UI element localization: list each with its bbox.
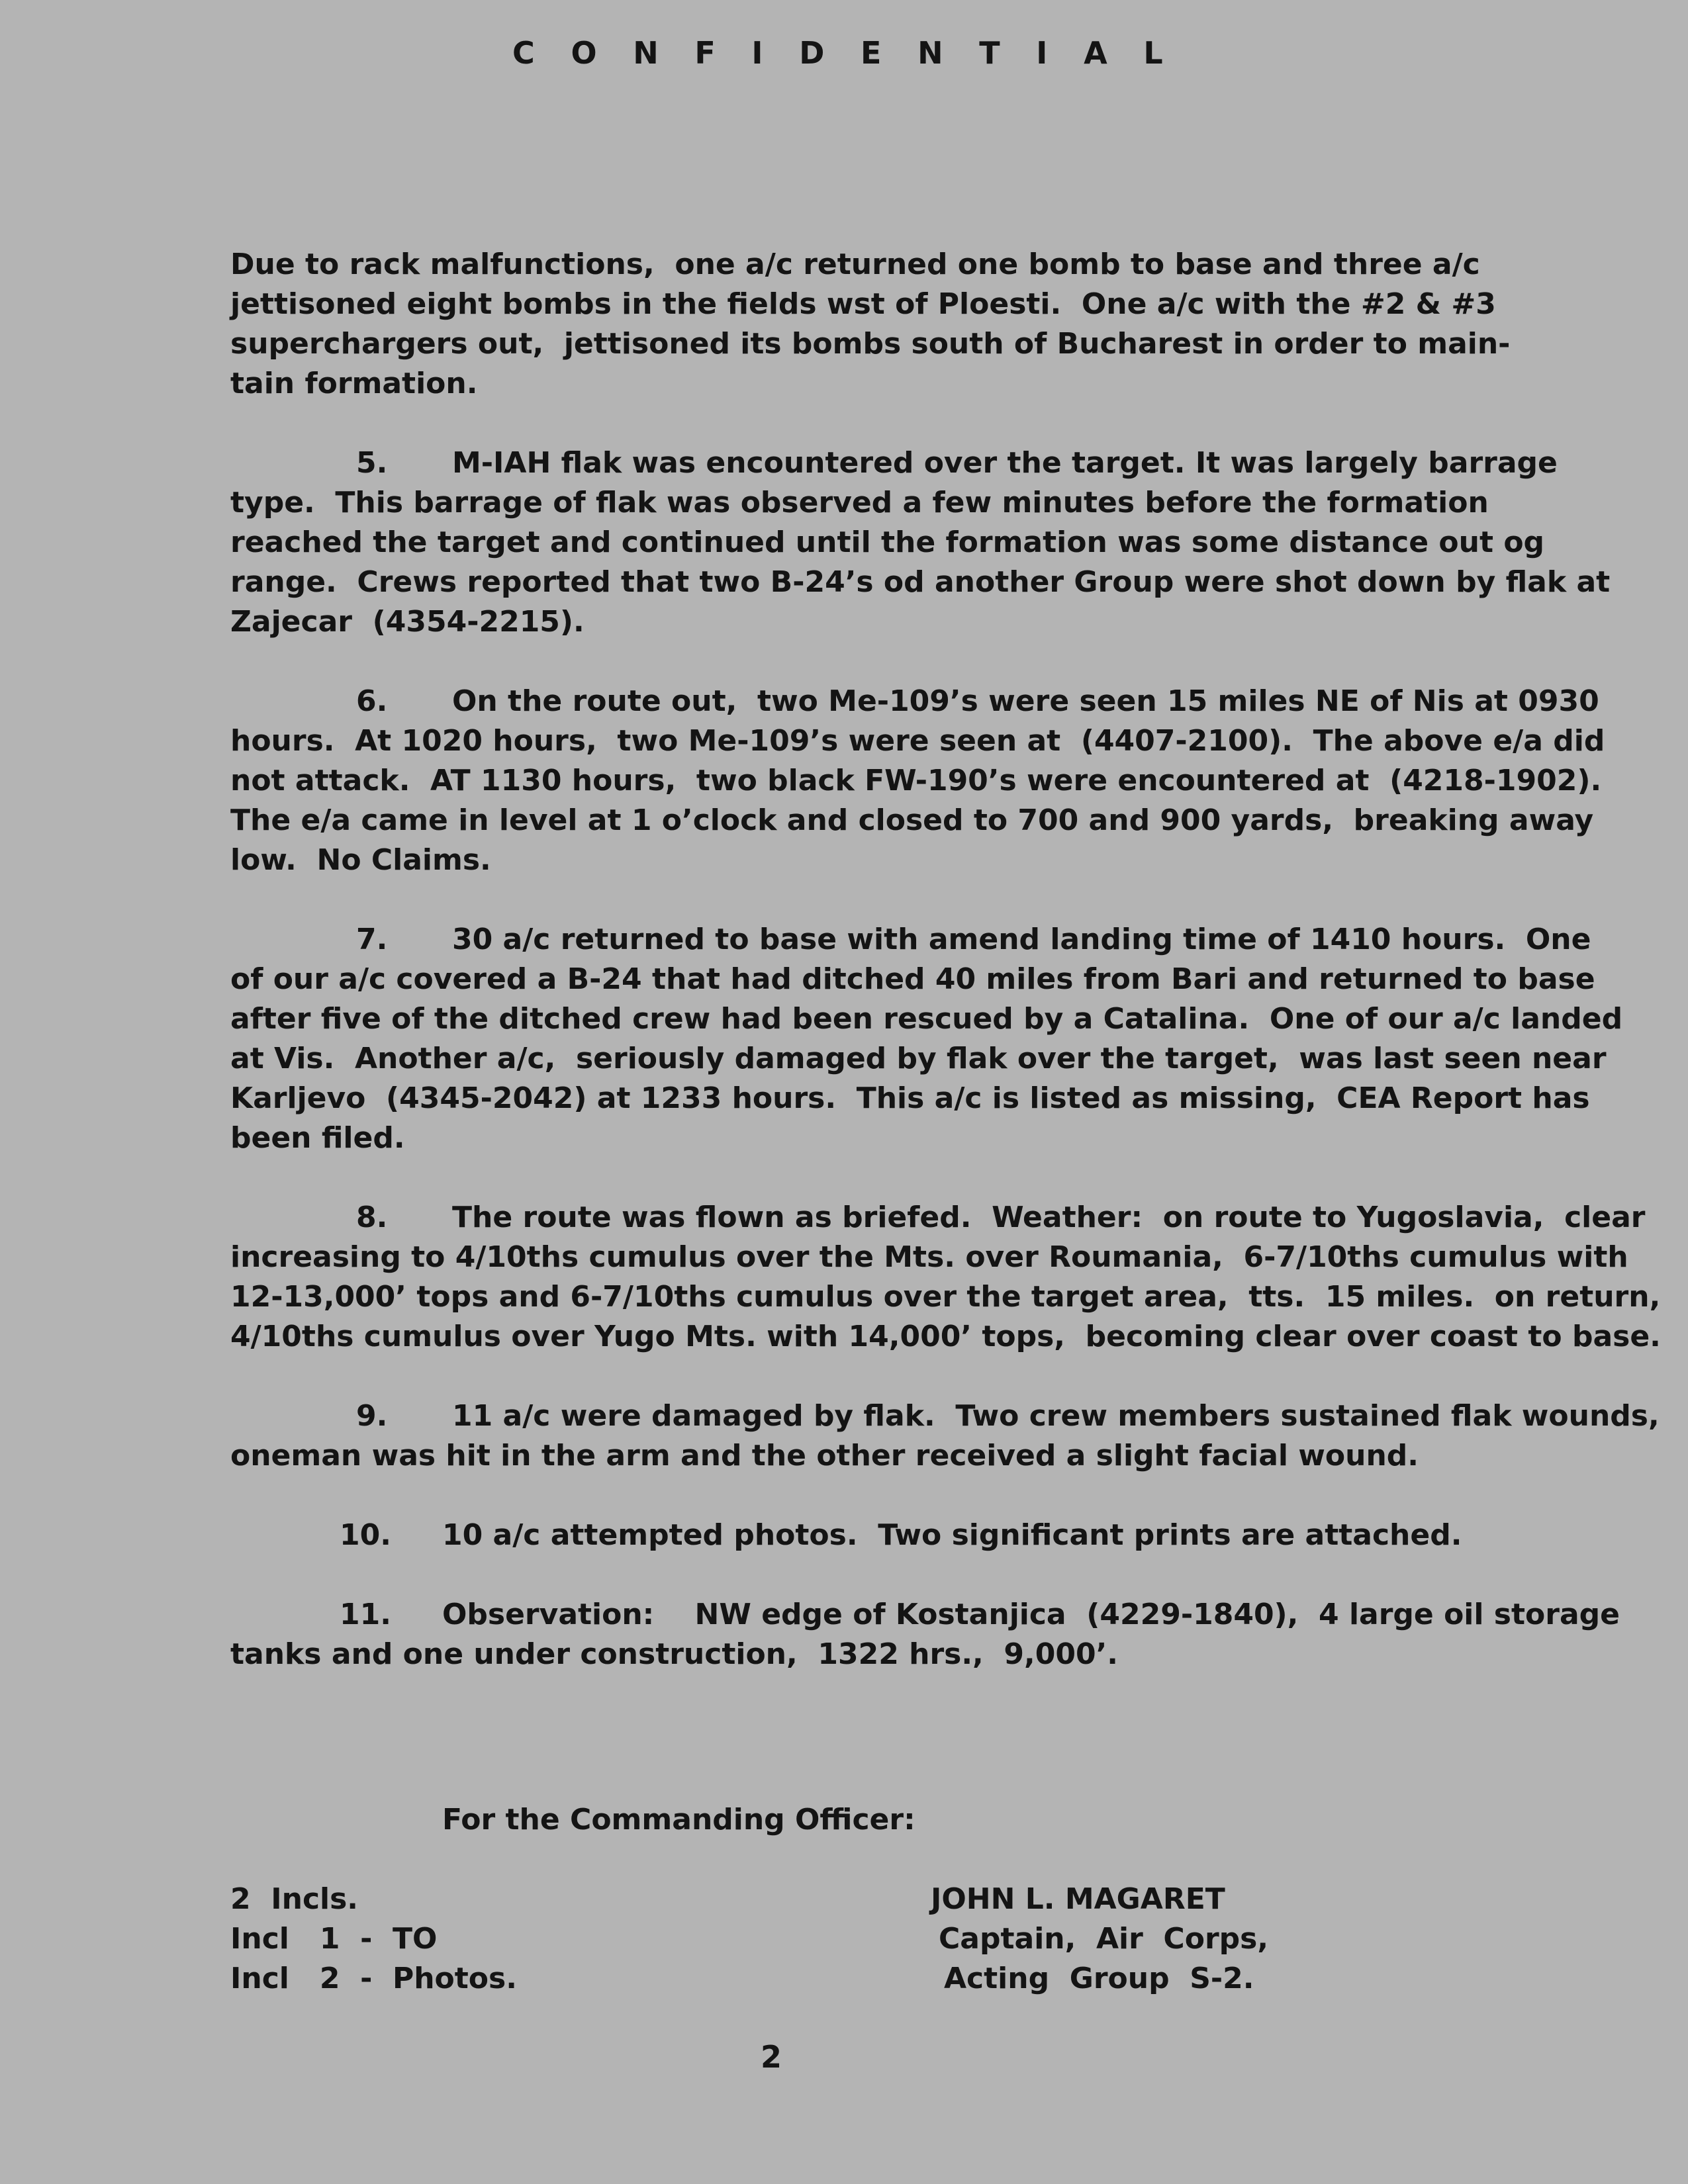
paragraph-8 (230, 1198, 1661, 1357)
text-line: jettisoned eight bombs in the fields wst of Ploesti. One a/c with the #2 & #3 (230, 287, 1496, 321)
paragraph-9 (230, 1396, 1660, 1476)
classification-header: C O N F I D E N T I A L (512, 35, 1176, 71)
text-line: 8. The route was flown as briefed. Weather: on route to Yugoslavia, clear (230, 1198, 1594, 1238)
paragraph-11 (230, 1595, 1620, 1674)
page-number: 2 (760, 2039, 782, 2075)
paragraph-number: 5. (356, 446, 388, 480)
enclosures-list (230, 1880, 517, 1999)
text-line: oneman was hit in the arm and the other received a slight facial wound. (230, 1439, 1419, 1473)
text-line: superchargers out, jettisoned its bombs south of Bucharest in order to main- (230, 327, 1511, 361)
text-line: increasing to 4/10ths cumulus over the Mts. over Roumania, 6-7/10ths cumulus with (230, 1240, 1628, 1274)
signatory-name: JOHN L. MAGARET (931, 1882, 1225, 1916)
text-line: at Vis. Another a/c, seriously damaged by flak over the target, was last seen near (230, 1042, 1607, 1075)
paragraph-number: 10. (340, 1518, 391, 1552)
enclosure-item: Incl 1 - TO (230, 1922, 438, 1956)
paragraph-number: 11. (340, 1598, 391, 1631)
text-line: 10. 10 a/c attempted photos. Two significant prints are attached. (230, 1516, 1594, 1555)
signatory-title: Acting Group S-2. (944, 1962, 1254, 1995)
enclosure-item: 2 Incls. (230, 1882, 359, 1916)
text-line: reached the target and continued until the formation was some distance out og (230, 525, 1545, 559)
text-line: hours. At 1020 hours, two Me-109’s were seen at (4407-2100). The above e/a did (230, 724, 1605, 758)
paragraph-6 (230, 682, 1605, 880)
signatory-rank: Captain, Air Corps, (939, 1922, 1269, 1956)
text-line: after five of the ditched crew had been rescued by a Catalina. One of our a/c landed (230, 1002, 1623, 1036)
text-line: 12-13,000’ tops and 6-7/10ths cumulus over the target area, tts. 15 miles. on return, (230, 1280, 1661, 1314)
paragraph-10 (230, 1516, 1594, 1555)
paragraph-number: 6. (356, 684, 388, 718)
text-line: of our a/c covered a B-24 that had ditched 40 miles from Bari and returned to base (230, 962, 1595, 996)
text-line: range. Crews reported that two B-24’s od another Group were shot down by flak at (230, 565, 1611, 599)
text-line: low. No Claims. (230, 843, 491, 877)
paragraph-number: 7. (356, 923, 388, 956)
paragraph-7 (230, 920, 1623, 1158)
text-line: Zajecar (4354-2215). (230, 605, 585, 639)
paragraph-5 (230, 443, 1611, 642)
text-line: not attack. AT 1130 hours, two black FW-190’s were encountered at (4218-1902). (230, 764, 1602, 797)
text-line: Due to rack malfunctions, one a/c returned one bomb to base and three a/c (230, 248, 1480, 281)
text-line: been filed. (230, 1121, 405, 1155)
text-line: Karljevo (4345-2042) at 1233 hours. This a/c is listed as missing, CEA Report has (230, 1081, 1590, 1115)
document-body (230, 245, 1661, 1714)
text-line: 9. 11 a/c were damaged by flak. Two crew members sustained flak wounds, (230, 1396, 1594, 1436)
text-line: tain formation. (230, 367, 478, 400)
paragraph-number: 8. (356, 1201, 388, 1234)
signature-block (931, 1880, 1268, 1999)
paragraph-number: 9. (356, 1399, 388, 1433)
text-line: 11. Observation: NW edge of Kostanjica (4229-1840), 4 large oil storage (230, 1595, 1594, 1635)
text-line: 4/10ths cumulus over Yugo Mts. with 14,000’ tops, becoming clear over coast to base. (230, 1320, 1661, 1353)
enclosure-item: Incl 2 - Photos. (230, 1962, 517, 1995)
text-line: 7. 30 a/c returned to base with amend landing time of 1410 hours. One (230, 920, 1594, 960)
signoff-line: For the Commanding Officer: (442, 1803, 915, 1837)
paragraph-continuation (230, 245, 1594, 404)
text-line: type. This barrage of flak was observed a few minutes before the formation (230, 486, 1489, 520)
text-line: 5. M-IAH flak was encountered over the target. It was largely barrage (230, 443, 1594, 483)
text-line: The e/a came in level at 1 o’clock and closed to 700 and 900 yards, breaking away (230, 803, 1594, 837)
text-line: tanks and one under construction, 1322 hrs., 9,000’. (230, 1637, 1119, 1671)
text-line: 6. On the route out, two Me-109’s were seen 15 miles NE of Nis at 0930 (230, 682, 1594, 721)
